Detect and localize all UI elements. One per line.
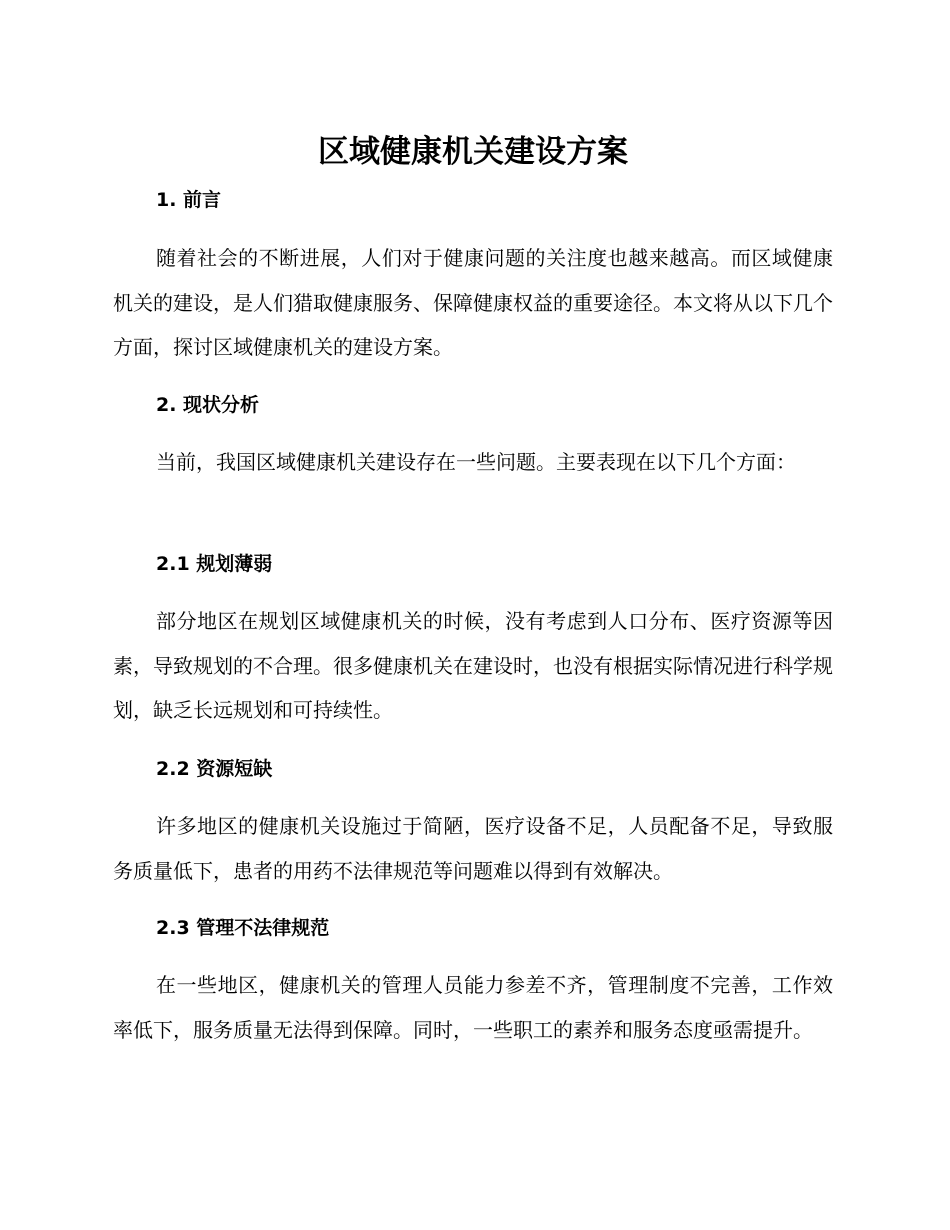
section-paragraph-status-analysis: 当前，我国区域健康机关建设存在一些问题。主要表现在以下几个方面： [156, 450, 796, 474]
section-paragraph-weak-planning: 部分地区在规划区域健康机关的时候，没有考虑到人口分布、医疗资源等因素，导致规划的不合理。很多健康机关在建设时，也没有根据实际情况进行科学规划，缺乏长远规划和可持续性。 [113, 609, 833, 722]
document-title: 区域健康机关建设方案 [318, 134, 628, 170]
section-heading-irregular-management: 2.3 管理不法律规范 [156, 917, 330, 939]
section-heading-resource-shortage: 2.2 资源短缺 [156, 758, 273, 780]
section-heading-preface: 1. 前言 [156, 189, 222, 211]
section-paragraph-resource-shortage: 许多地区的健康机关设施过于简陋，医疗设备不足，人员配备不足，导致服务质量低下，患者的用药不法律规范等问题难以得到有效解决。 [113, 814, 833, 883]
section-heading-weak-planning: 2.1 规划薄弱 [156, 553, 273, 575]
section-paragraph-irregular-management: 在一些地区，健康机关的管理人员能力参差不齐，管理制度不完善，工作效率低下，服务质量无法得到保障。同时，一些职工的素养和服务态度亟需提升。 [113, 973, 833, 1042]
section-paragraph-preface: 随着社会的不断进展，人们对于健康问题的关注度也越来越高。而区域健康机关的建设，是人们猎取健康服务、保障健康权益的重要途径。本文将从以下几个方面，探讨区域健康机关的建设方案。 [113, 246, 833, 359]
section-heading-status-analysis: 2. 现状分析 [156, 394, 260, 416]
